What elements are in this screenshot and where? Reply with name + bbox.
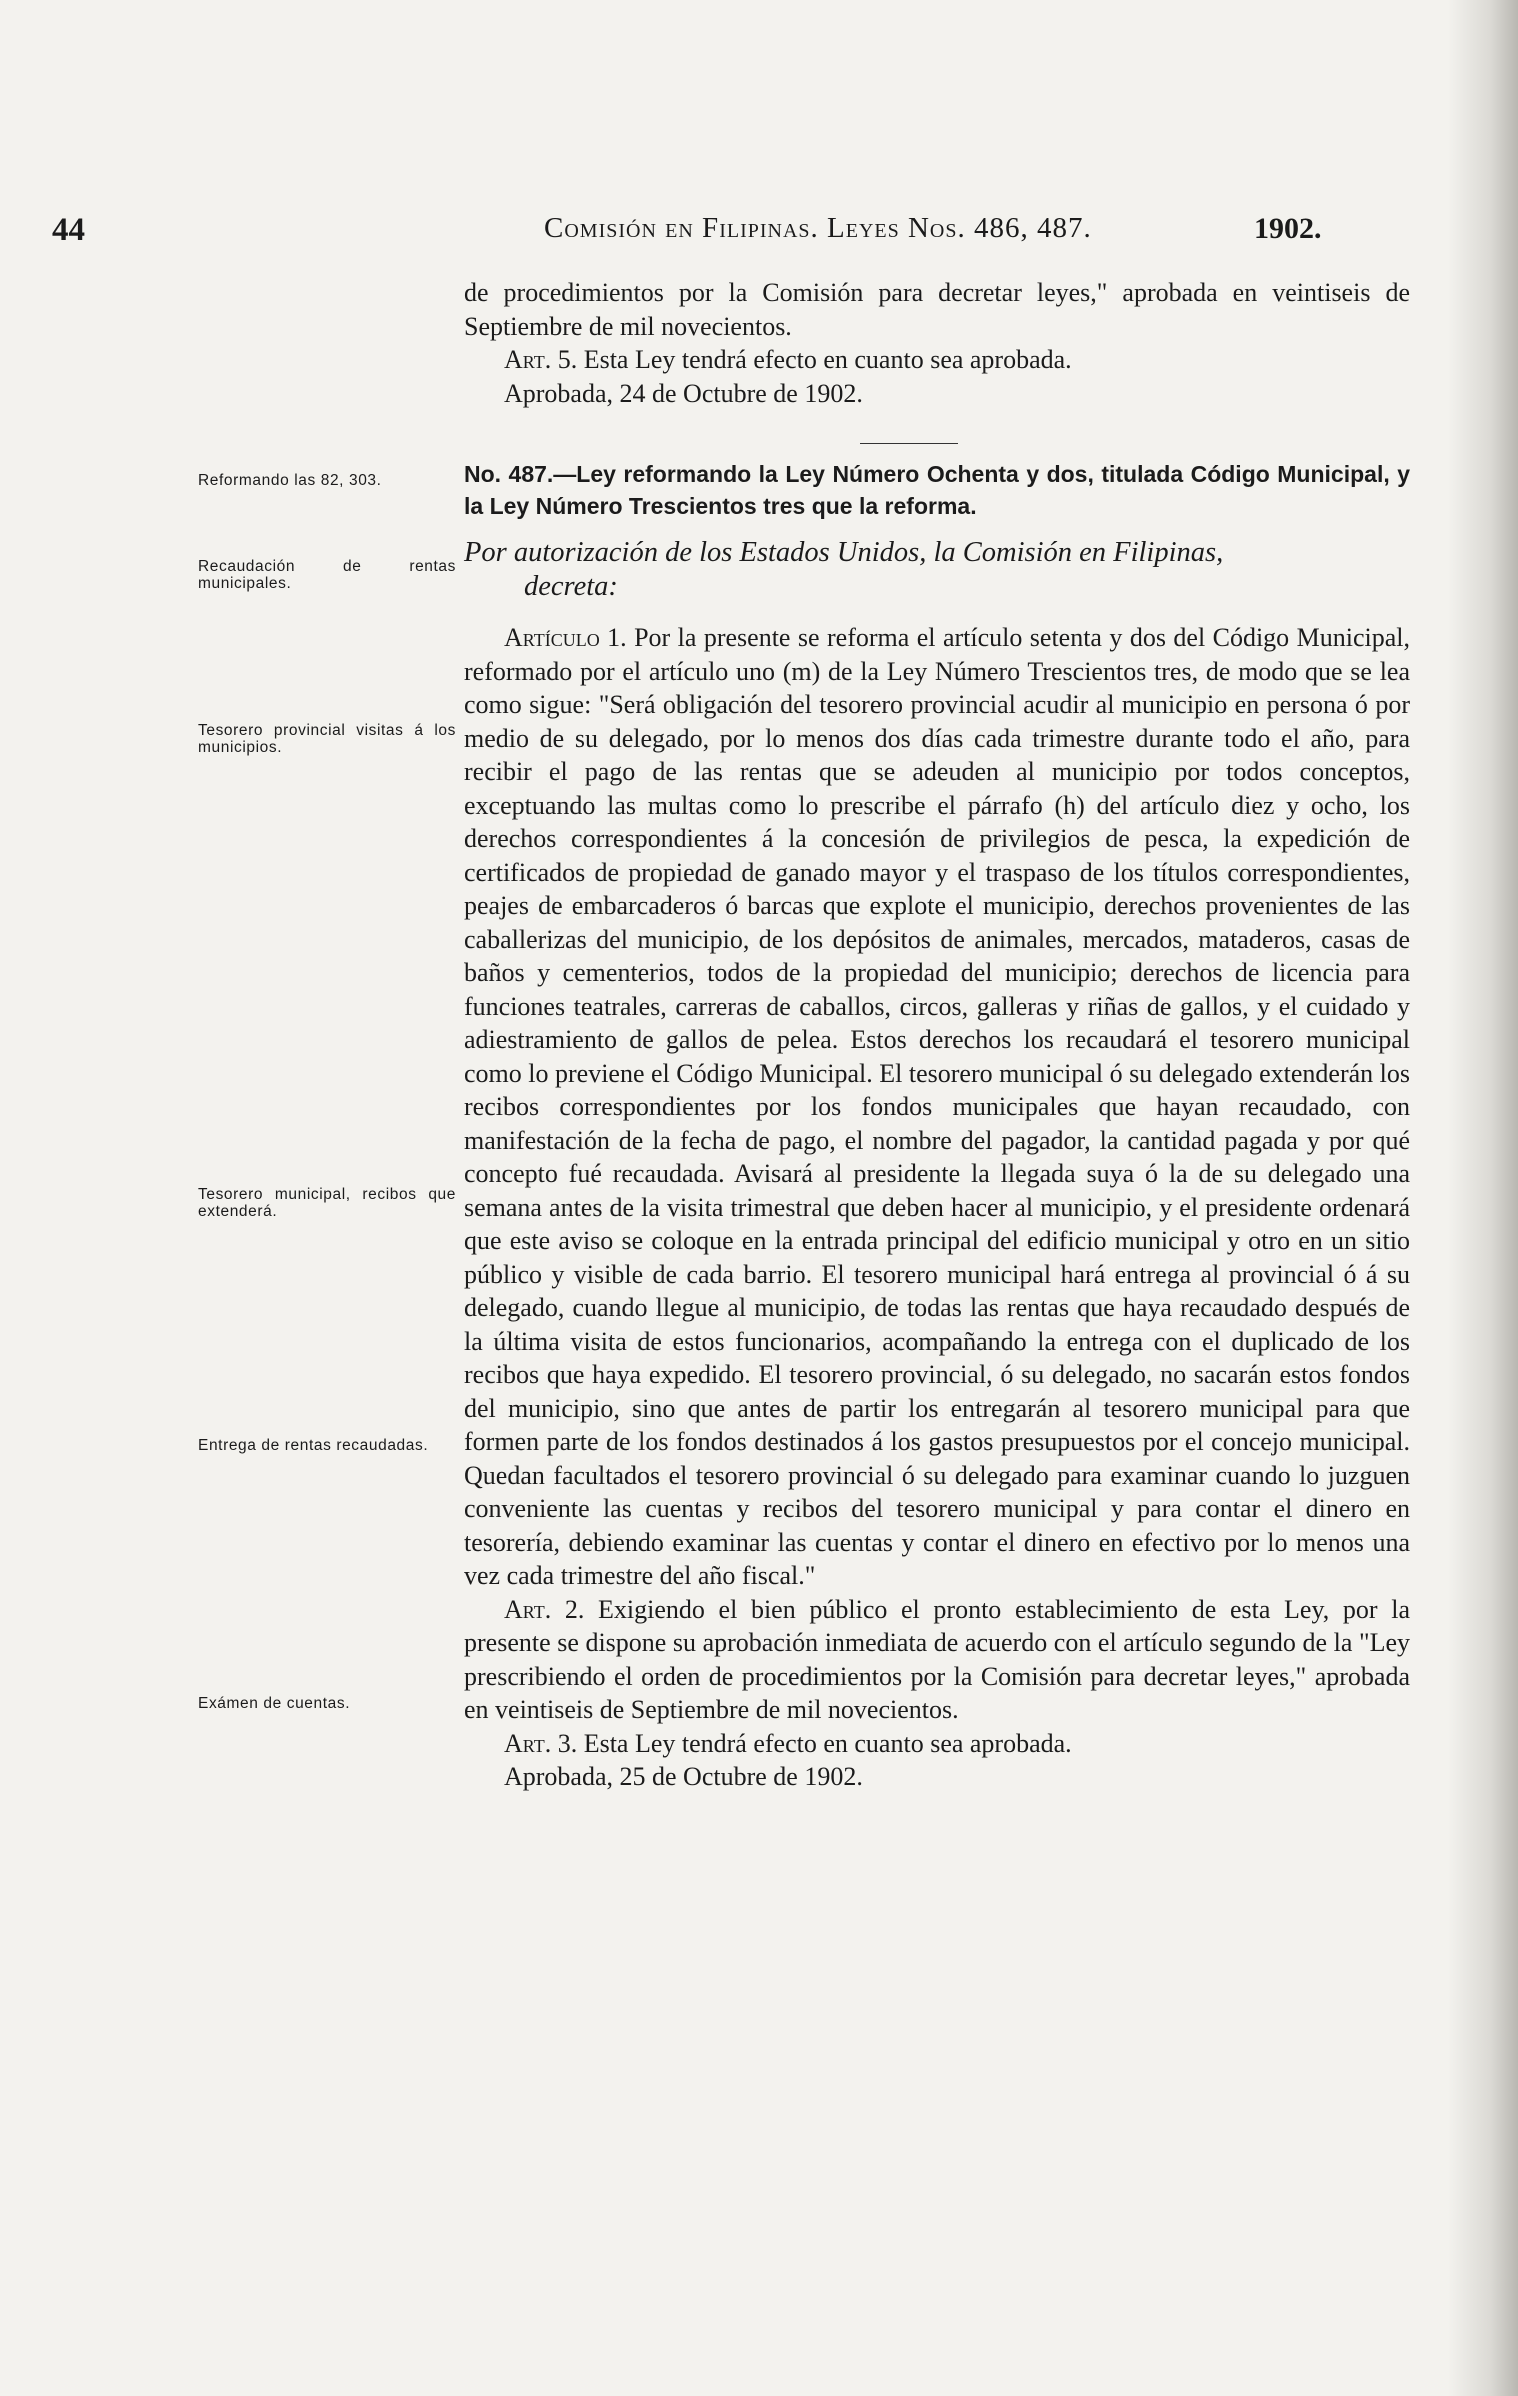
article-1-label: Artículo 1.: [504, 623, 627, 652]
running-year: 1902.: [1254, 212, 1322, 245]
article-3: [464, 1727, 1410, 1761]
law-487-body: [464, 621, 1410, 1794]
art5-text: Esta Ley tendrá efecto en cuanto sea aprobada.: [583, 345, 1072, 374]
article-2-label: Art. 2.: [504, 1594, 585, 1624]
law-487-heading: No. 487.—Ley reformando la Ley Número Ochenta y dos, titulada Código Municipal, y la Ley Número Trescientos tres que la reforma.: [464, 461, 1410, 519]
running-head: [52, 212, 1342, 252]
article-3-label: Art. 3.: [504, 1728, 578, 1758]
margin-note-examen: Exámen de cuentas.: [198, 1695, 351, 1712]
enacting-text: Por autorización de los Estados Unidos, la Comisión en Filipinas,: [464, 537, 1224, 568]
art5-label: Art. 5.: [504, 345, 578, 374]
enacting-clause: [464, 536, 1410, 604]
margin-note-tesorero-municipal: Tesorero municipal, recibos que extenderá.: [198, 1186, 456, 1220]
page-number: 44: [52, 212, 85, 248]
margin-note-tesorero-provincial: Tesorero provincial visitas á los municipios.: [198, 722, 456, 756]
margin-note-entrega: Entrega de rentas recaudadas.: [198, 1437, 429, 1454]
article-2-text: Exigiendo el bien público el pronto establecimiento de esta Ley, por la presente se dispone su aprobación inmediata de acuerdo con el artículo segundo de la "Ley prescribiendo el orden de procedimientos por la Comisión para decretar leyes," aprobada en veintiseis de Septiembre de mil novecientos.: [464, 1594, 1411, 1724]
prev-law-art5: [464, 343, 1410, 377]
law-487-approved: Aprobada, 25 de Octubre de 1902.: [504, 1762, 863, 1791]
prev-law-continuation: [464, 276, 1410, 410]
prev-law-lines: de procedimientos por la Comisión para decretar leyes," aprobada en veintiseis de Septiembre de mil novecientos.: [464, 278, 1410, 341]
margin-note-recaudacion: Recaudación de rentas municipales.: [198, 558, 456, 592]
article-1: [464, 621, 1410, 1593]
running-title: Comisión en Filipinas. Leyes Nos. 486, 487.: [544, 212, 1092, 244]
decreta: decreta:: [524, 571, 618, 602]
article-2: [464, 1593, 1410, 1727]
article-3-text: Esta Ley tendrá efecto en cuanto sea aprobada.: [583, 1728, 1072, 1758]
section-divider: [860, 443, 958, 444]
page-edge-shadow: [1448, 0, 1518, 2396]
margin-note-reformando: Reformando las 82, 303.: [198, 472, 382, 489]
prev-law-approved: Aprobada, 24 de Octubre de 1902.: [504, 378, 863, 408]
article-1-text: Por la presente se reforma el artículo setenta y dos del Código Municipal, reformado por el artículo uno (m) de la Ley Número Trescientos tres, de modo que se lea como sigue: "Será obligación del tesorero provincial acudir al municipio en persona ó por medio de su delegado, por lo menos dos días cada trimestre durante todo el año, para recibir el pago de las rentas que se adeuden al municipio por todos conceptos, exceptuando las multas como lo prescribe el párrafo (h) del artículo diez y ocho, los derechos correspondientes á la concesión de privilegios de pesca, la expedición de certificados de propiedad de ganado mayor y el traspaso de los títulos correspondientes, peajes de embarcaderos ó barcas que explote el municipio, derechos provenientes de las caballerizas del municipio, de los depósitos de animales, mercados, mataderos, casas de baños y cementerios, todos de la propiedad del municipio; derechos de licencia para funciones teatrales, carreras de caballos, circos, galleras y riñas de gallos, y el cuidado y adiestramiento de gallos de pelea. Estos derechos los recaudará el tesorero municipal como lo previene el Código Municipal. El tesorero municipal ó su delegado extenderán los recibos correspondientes por los fondos municipales que hayan recaudado, con manifestación de la fecha de pago, el nombre del pagador, la cantidad pagada y por qué concepto fué recaudada. Avisará al presidente la llegada suya ó la de su delegado una semana antes de la visita trimestral que deben hacer al municipio, y el presidente ordenará que este aviso se coloque en la entrada principal del edificio municipal y otro en un sitio público y visible de cada barrio. El tesorero municipal hará entrega al provincial ó á su delegado, cuando llegue al municipio, de todas las rentas que haya recaudado después de la última visita de estos funcionarios, acompañando la entrega con el duplicado de los recibos que haya expedido. El tesorero provincial, ó su delegado, no sacarán estos fondos del municipio, sino que antes de partir los entregarán al tesorero municipal para que formen parte de los fondos destinados á los gastos presupuestos por el concejo municipal. Quedan facultados el tesorero provincial ó su delegado para examinar cuando lo juzguen conveniente las cuentas y recibos del tesorero municipal y para contar el dinero en tesorería, debiendo examinar las cuentas y contar el dinero en efectivo por lo menos una vez cada trimestre del año fiscal.": [464, 623, 1410, 1590]
